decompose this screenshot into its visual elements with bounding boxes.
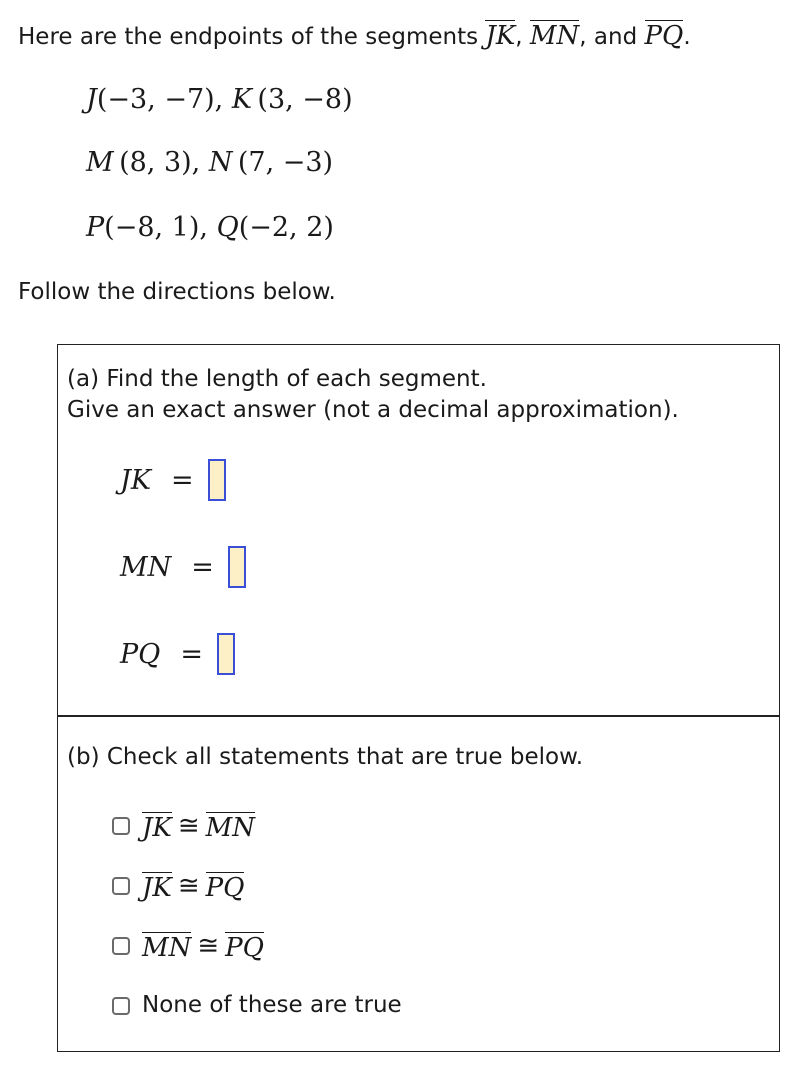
- endpoints-mn: [86, 149, 333, 176]
- point-k-coords: (3, −8): [257, 84, 353, 115]
- option-mn-pq[interactable]: [112, 931, 264, 961]
- segment-pq-label: PQ: [644, 21, 684, 51]
- option-left-segment: JK: [142, 872, 172, 903]
- checkbox-jk-pq[interactable]: [112, 877, 130, 895]
- point-p-name: P: [86, 212, 105, 243]
- point-j-name: J: [86, 84, 97, 115]
- option-right-segment: PQ: [205, 872, 245, 903]
- equals-sign: =: [171, 464, 194, 496]
- intro-sep2: , and: [579, 24, 645, 50]
- part-b-panel: [57, 715, 780, 1052]
- endpoints-pq: [86, 214, 334, 241]
- point-k-name: K: [231, 84, 253, 115]
- part-a-instruction-2: Give an exact answer (not a decimal approximation).: [67, 397, 679, 423]
- point-q-coords: (−2, 2): [238, 212, 334, 243]
- option-none-label: None of these are true: [142, 992, 402, 1018]
- intro-sep1: ,: [515, 24, 530, 50]
- segment-jk-label: JK: [485, 21, 516, 51]
- answer-row-mn: [120, 546, 246, 588]
- part-b-instruction: (b) Check all statements that are true below.: [67, 744, 584, 770]
- answer-label-jk: JK: [120, 464, 151, 496]
- answer-input-jk[interactable]: [208, 459, 226, 501]
- congruent-symbol: ≅: [177, 811, 200, 841]
- option-left-segment: JK: [142, 812, 172, 843]
- congruent-symbol: ≅: [197, 931, 220, 961]
- option-jk-pq[interactable]: [112, 871, 244, 901]
- equals-sign: =: [180, 638, 203, 670]
- equals-sign: =: [191, 551, 214, 583]
- intro-prefix: Here are the endpoints of the segments: [18, 24, 486, 50]
- points-sep: ,: [214, 84, 232, 115]
- point-j-coords: (−3, −7): [96, 84, 215, 115]
- option-right-segment: PQ: [225, 932, 264, 963]
- checkbox-mn-pq[interactable]: [112, 937, 130, 955]
- part-a-panel: [57, 344, 780, 717]
- follow-directions-text: Follow the directions below.: [18, 279, 336, 305]
- points-sep: ,: [199, 212, 217, 243]
- intro-suffix: .: [683, 24, 691, 50]
- intro-text: [18, 20, 691, 49]
- point-p-coords: (−8, 1): [104, 212, 200, 243]
- checkbox-none[interactable]: [112, 997, 130, 1015]
- point-n-coords: (7, −3): [237, 147, 334, 178]
- point-m-coords: (8, 3): [119, 147, 192, 178]
- checkbox-jk-mn[interactable]: [112, 817, 130, 835]
- answer-label-pq: PQ: [120, 638, 161, 670]
- point-n-name: N: [208, 147, 233, 178]
- points-sep: ,: [191, 147, 209, 178]
- congruent-symbol: ≅: [177, 871, 200, 901]
- part-a-instruction-1: (a) Find the length of each segment.: [67, 366, 487, 392]
- point-q-name: Q: [216, 212, 239, 243]
- option-jk-mn[interactable]: [112, 811, 255, 841]
- answer-input-pq[interactable]: [217, 633, 235, 675]
- segment-mn-label: MN: [529, 21, 580, 51]
- answer-input-mn[interactable]: [228, 546, 246, 588]
- point-m-name: M: [86, 147, 114, 178]
- option-left-segment: MN: [142, 932, 192, 963]
- answer-label-mn: MN: [120, 551, 172, 583]
- option-right-segment: MN: [205, 812, 256, 843]
- answer-row-jk: [120, 459, 226, 501]
- endpoints-jk: [86, 86, 353, 113]
- answer-row-pq: [120, 633, 235, 675]
- option-none[interactable]: [112, 994, 402, 1017]
